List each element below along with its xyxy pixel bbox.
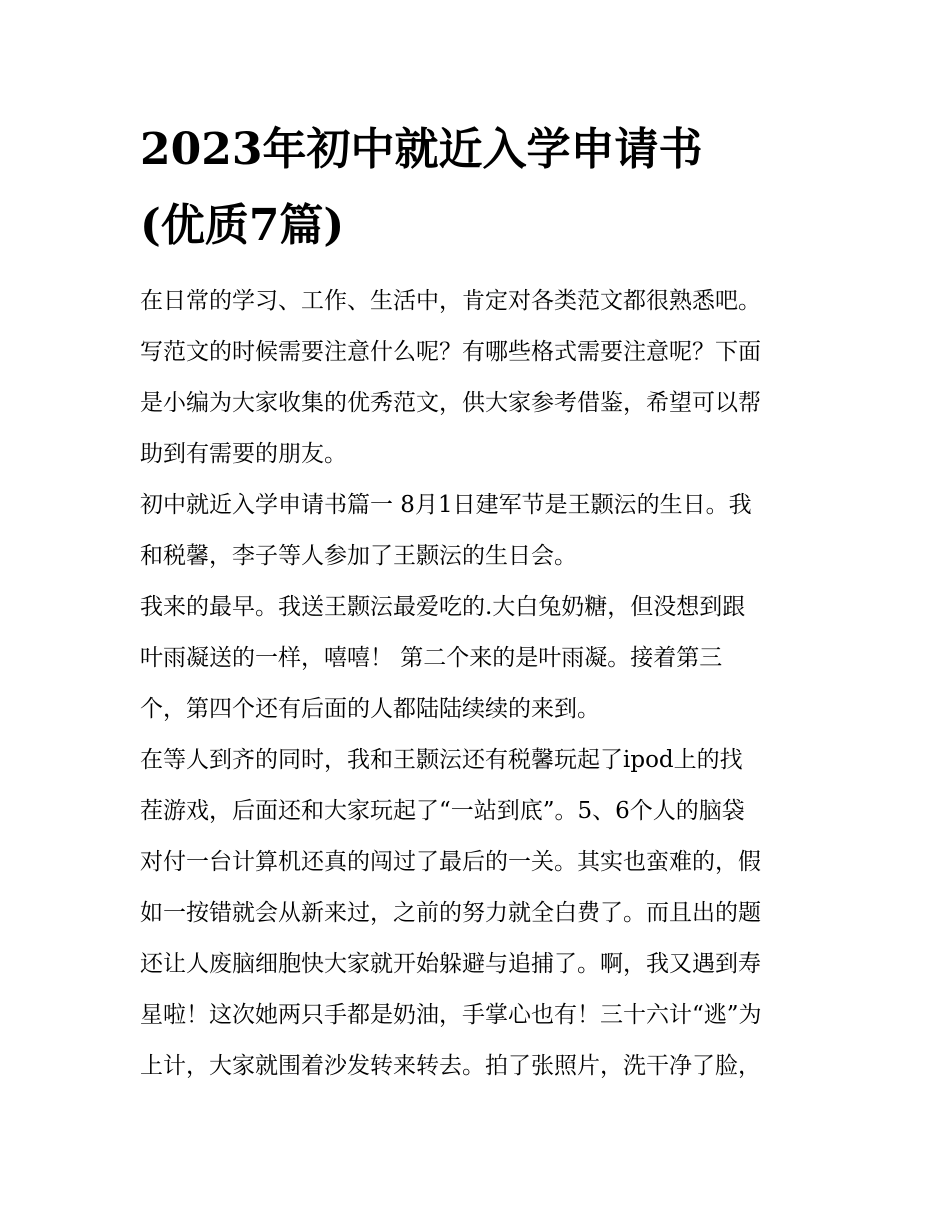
text-line: 星啦！这次她两只手都是奶油，手掌心也有！三十六计“逃”为: [140, 1002, 762, 1028]
text-line: 是小编为大家收集的优秀范文，供大家参考借鉴，希望可以帮: [140, 390, 761, 416]
text-line: 上计，大家就围着沙发转来转去。拍了张照片，洗干净了脸，: [140, 1053, 761, 1079]
text-line: 和税馨，李子等人参加了王颢沄的生日会。: [140, 543, 577, 569]
paragraph-birthday: [140, 480, 830, 582]
document-body: [140, 276, 830, 1092]
text-line: 个，第四个还有后面的人都陆陆续续的来到。: [140, 696, 600, 722]
paragraph-arrival: [140, 582, 830, 735]
paragraph-games: [140, 735, 830, 1092]
text-line: 写范文的时候需要注意什么呢？有哪些格式需要注意呢？下面: [140, 339, 761, 365]
text-line: 助到有需要的朋友。: [140, 441, 347, 467]
title-line: (优质7篇): [140, 200, 345, 251]
text-line: 茬游戏，后面还和大家玩起了“一站到底”。5、6个人的脑袋: [140, 798, 745, 824]
paragraph-intro: [140, 276, 830, 480]
text-line: 叶雨凝送的一样，嘻嘻！ 第二个来的是叶雨凝。接着第三: [140, 645, 723, 671]
title-line: 2023年初中就近入学申请书: [140, 124, 703, 175]
text-line: 对付一台计算机还真的闯过了最后的一关。其实也蛮难的，假: [140, 849, 761, 875]
text-line: 在等人到齐的同时，我和王颢沄还有税馨玩起了ipod上的找: [140, 747, 743, 773]
text-line: 在日常的学习、工作、生活中，肯定对各类范文都很熟悉吧。: [140, 288, 761, 314]
document-title: [140, 112, 840, 264]
text-line: 初中就近入学申请书篇一 8月1日建军节是王颢沄的生日。我: [140, 492, 752, 518]
text-line: 我来的最早。我送王颢沄最爱吃的.大白兔奶糖，但没想到跟: [140, 594, 746, 620]
text-line: 如一按错就会从新来过，之前的努力就全白费了。而且出的题: [140, 900, 761, 926]
text-line: 还让人废脑细胞快大家就开始躲避与追捕了。啊，我又遇到寿: [140, 951, 761, 977]
